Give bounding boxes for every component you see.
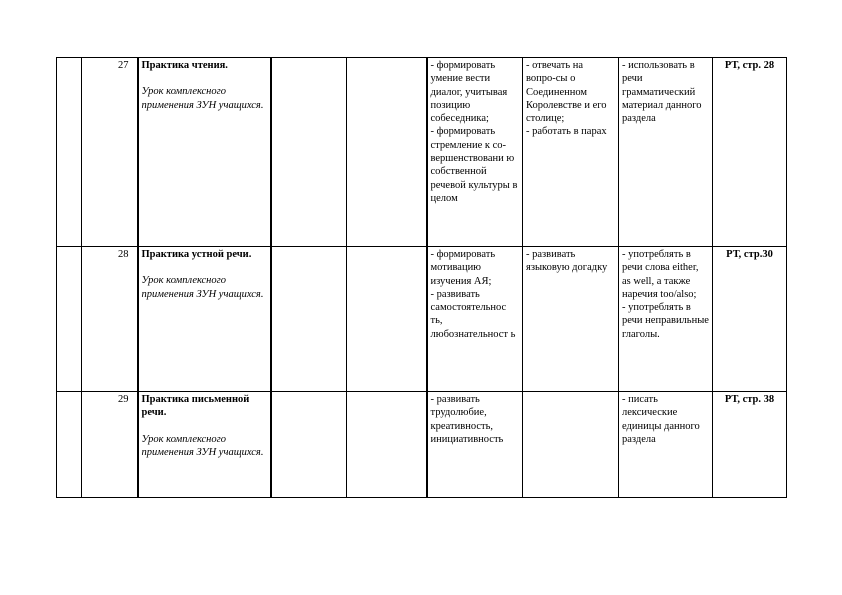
lesson-topic-cell [138, 392, 271, 498]
personal-result: - развивать трудолюбие, креативность, инициативность [430, 394, 504, 445]
meta-result: - работать в парах [526, 126, 607, 138]
workbook-reference: РТ, стр. 28 [713, 58, 787, 247]
subject-result: - употреблять в речи неправильные глаголы. [622, 302, 709, 340]
table-row [57, 58, 787, 247]
lesson-topic: Практика письменной речи. [141, 394, 250, 419]
blank-cell [347, 247, 427, 392]
blank-cell [271, 247, 347, 392]
blank-cell [271, 58, 347, 247]
meta-results-cell [523, 58, 619, 247]
lesson-topic: Практика чтения. [141, 60, 228, 71]
lesson-number: 28 [82, 247, 138, 392]
blank-cell [271, 392, 347, 498]
personal-results-cell [427, 58, 523, 247]
lesson-type: Урок комплексного применения ЗУН учащихся. [141, 433, 264, 458]
personal-result: - формировать стремление к со-вершенствовани ю собственной речевой культуры в целом [430, 126, 518, 204]
workbook-reference: РТ, стр.30 [713, 247, 787, 392]
subject-results-cell [619, 58, 713, 247]
lesson-type: Урок комплексного применения ЗУН учащихся. [141, 275, 264, 300]
subject-results-cell [619, 392, 713, 498]
lesson-topic-cell [138, 58, 271, 247]
lesson-number: 27 [82, 58, 138, 247]
subject-result: - писать лексические единицы данного раздела [622, 394, 700, 445]
blank-cell [347, 58, 427, 247]
meta-result: - развивать языковую догадку [526, 249, 608, 274]
table-row [57, 392, 787, 498]
meta-results-cell [523, 392, 619, 498]
personal-results-cell [427, 247, 523, 392]
lesson-number: 29 [82, 392, 138, 498]
subject-result: - использовать в речи грамматический материал данного раздела [622, 60, 702, 125]
blank-cell [57, 58, 82, 247]
blank-cell [347, 392, 427, 498]
table-row [57, 247, 787, 392]
meta-results-cell [523, 247, 619, 392]
personal-result: - развивать самостоятельнос ть, любознательност ь [430, 288, 516, 340]
personal-result: - формировать умение вести диалог, учитывая позицию собеседника; [430, 60, 508, 125]
meta-result: - отвечать на вопро-сы о Соединенном Королевстве и его столице; [526, 60, 607, 125]
blank-cell [57, 247, 82, 392]
workbook-reference: РТ, стр. 38 [713, 392, 787, 498]
lesson-topic-cell [138, 247, 271, 392]
personal-result: - формировать мотивацию изучения АЯ; [430, 249, 496, 287]
lesson-type: Урок комплексного применения ЗУН учащихся. [141, 86, 264, 111]
personal-results-cell [427, 392, 523, 498]
lesson-plan-table [56, 57, 787, 498]
lesson-topic: Практика устной речи. [141, 249, 252, 260]
blank-cell [57, 392, 82, 498]
subject-result: - употреблять в речи слова either, as well, а также наречия too/also; [622, 249, 699, 300]
subject-results-cell [619, 247, 713, 392]
